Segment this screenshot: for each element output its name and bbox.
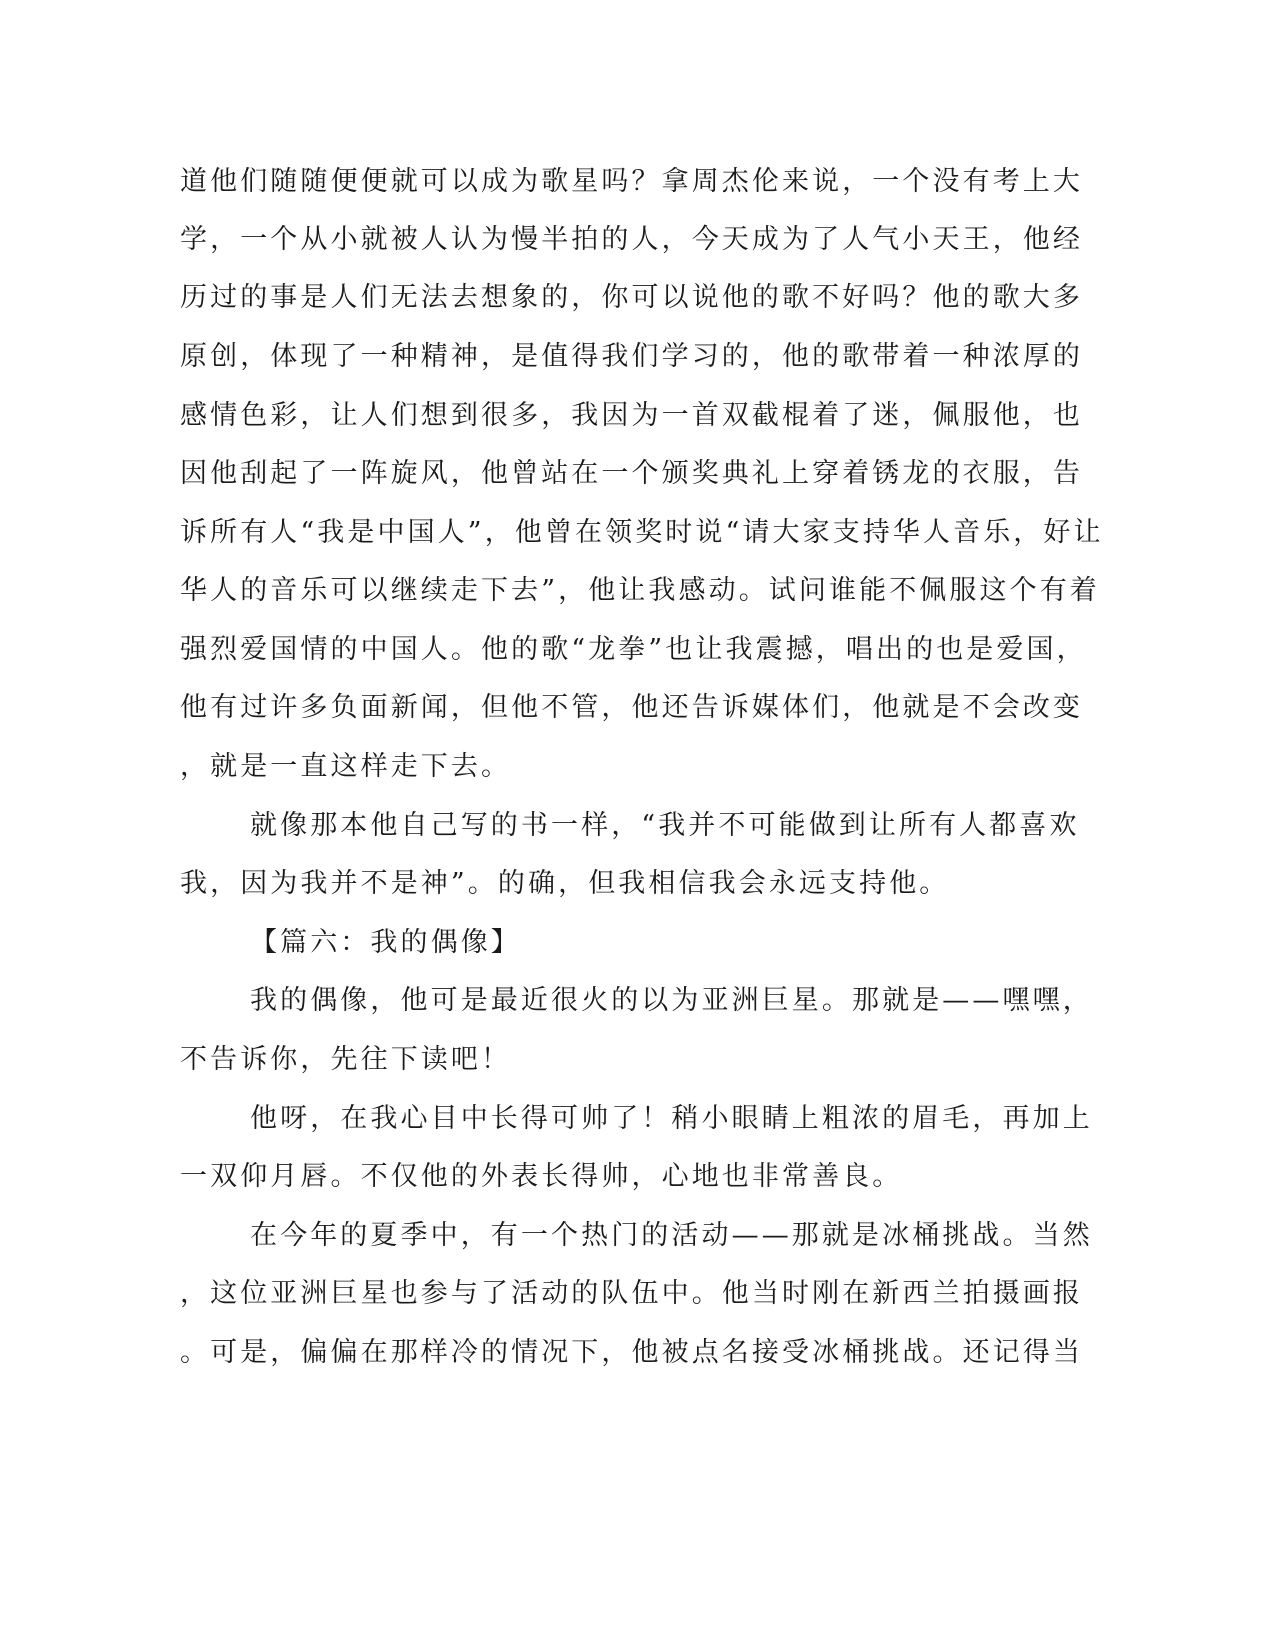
text-line: 。可是，偏偏在那样冷的情况下，他被点名接受冰桶挑战。还记得当: [180, 1337, 1083, 1368]
text-line: 学，一个从小就被人认为慢半拍的人，今天成为了人气小天王，他经: [180, 224, 1083, 255]
paragraph-start-line: 就像那本他自己写的书一样，“我并不可能做到让所有人都喜欢: [250, 810, 1080, 841]
text-line: 原创，体现了一种精神，是值得我们学习的，他的歌带着一种浓厚的: [180, 341, 1083, 372]
text-line: 强烈爱国情的中国人。他的歌“龙拳”也让我震撼，唱出的也是爱国，: [180, 634, 1087, 665]
text-line: 一双仰月唇。不仅他的外表长得帅，心地也非常善良。: [180, 1161, 903, 1192]
text-line: 不告诉你，先往下读吧！: [180, 1044, 512, 1075]
text-line: 道他们随随便便就可以成为歌星吗？拿周杰伦来说，一个没有考上大: [180, 166, 1083, 197]
paragraph-start-line: 他呀，在我心目中长得可帅了！稍小眼睛上粗浓的眉毛，再加上: [250, 1103, 1093, 1134]
text-line: 因他刮起了一阵旋风，他曾站在一个颁奖典礼上穿着锈龙的衣服，告: [180, 458, 1083, 489]
text-line: 历过的事是人们无法去想象的，你可以说他的歌不好吗？他的歌大多: [180, 282, 1083, 313]
text-line: 我，因为我并不是神”。的确，但我相信我会永远支持他。: [180, 868, 950, 899]
text-line: 感情色彩，让人们想到很多，我因为一首双截棍着了迷，佩服他，也: [180, 400, 1083, 431]
text-line: ，就是一直这样走下去。: [180, 751, 512, 782]
paragraph-start-line: 我的偶像，他可是最近很火的以为亚洲巨星。那就是——嘿嘿，: [250, 985, 1093, 1016]
text-line: 他有过许多负面新闻，但他不管，他还告诉媒体们，他就是不会改变: [180, 692, 1083, 723]
text-line: 诉所有人“我是中国人”，他曾在领奖时说“请大家支持华人音乐，好让: [180, 517, 1104, 548]
section-heading: 【篇六：我的偶像】: [250, 927, 521, 958]
text-line: ，这位亚洲巨星也参与了活动的队伍中。他当时刚在新西兰拍摄画报: [180, 1278, 1083, 1309]
paragraph-start-line: 在今年的夏季中，有一个热门的活动——那就是冰桶挑战。当然: [250, 1220, 1093, 1251]
text-line: 华人的音乐可以继续走下去”，他让我感动。试问谁能不佩服这个有着: [180, 575, 1100, 606]
